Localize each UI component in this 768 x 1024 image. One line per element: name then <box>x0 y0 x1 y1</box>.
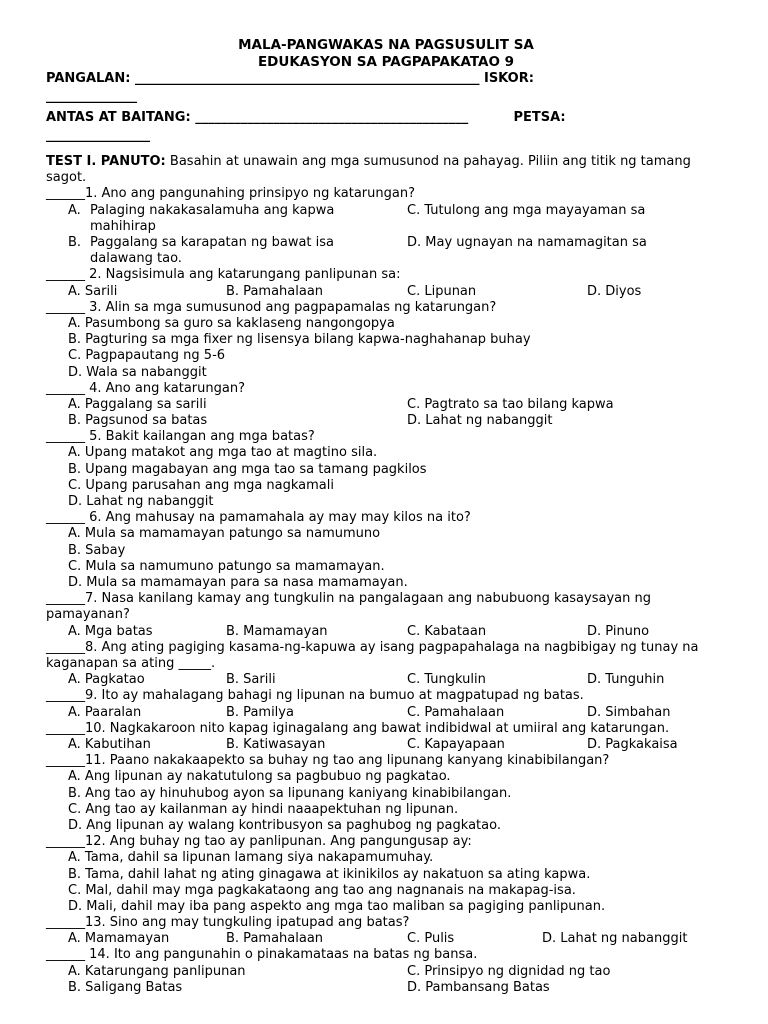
q9-option-b: B. Pamilya <box>226 704 294 720</box>
q1-option-a: Palaging nakakasalamuha ang kapwa <box>90 202 335 218</box>
exam-title-line2: EDUKASYON SA PAGPAPAKATAO 9 <box>257 54 515 70</box>
question-12: ______12. Ang buhay ng tao ay panlipunan. Ang pangungusap ay: <box>46 834 472 850</box>
q10-option-b: B. Katiwasayan <box>226 736 326 752</box>
test-label: TEST I. PANUTO: <box>46 154 166 169</box>
q4-option-d: D. Lahat ng nabanggit <box>407 413 553 429</box>
q10-options <box>46 737 726 753</box>
q1-option-b: Paggalang sa karapatan ng bawat isa <box>90 234 335 250</box>
q7-option-c: C. Kabataan <box>407 623 487 639</box>
q5-option-a: A. Upang matakot ang mga tao at magtino sila. <box>68 445 378 461</box>
q6-option-d: D. Mula sa mamamayan para sa nasa mamamayan. <box>68 575 408 590</box>
q14-option-c: C. Prinsipyo ng dignidad ng tao <box>407 963 611 979</box>
q5-option-c: C. Upang parusahan ang mga nagkamali <box>68 477 334 493</box>
q1-a-letter: A. <box>68 202 81 218</box>
q12-option-d: D. Mali, dahil may iba pang aspekto ang mga tao maliban sa pagiging panlipunan. <box>68 898 606 914</box>
q1-row-a <box>46 203 726 219</box>
q11-option-c: C. Ang tao ay kailanman ay hindi naaapektuhan ng lipunan. <box>68 801 459 817</box>
q14-option-d: D. Pambansang Batas <box>407 979 550 995</box>
q6-option-c: C. Mula sa namumuno patungo sa mamamayan. <box>68 558 385 574</box>
q1-row-b <box>46 235 726 251</box>
question-7: ______7. Nasa kanilang kamay ang tungkulin na pangalagaan ang nabubuong kasaysayan ng pamayanan? <box>46 591 651 623</box>
q9-option-a: A. Paaralan <box>68 704 142 720</box>
q11-option-b: B. Ang tao ay hinuhubog ayon sa lipunang kaniyang kinabibilangan. <box>68 785 512 801</box>
question-1: ______1. Ano ang pangunahing prinsipyo ng katarungan? <box>46 186 415 202</box>
q2-option-a: A. Sarili <box>68 283 118 299</box>
q9-option-d: D. Simbahan <box>587 704 671 720</box>
q10-option-c: C. Kapayapaan <box>407 736 505 752</box>
q2-option-c: C. Lipunan <box>407 283 477 299</box>
iskor-blank: ______________ <box>46 89 137 104</box>
pangalan-field: PANGALAN: _____________________________________________________ ISKOR: <box>46 71 534 86</box>
q13-option-d: D. Lahat ng nabanggit <box>542 931 688 947</box>
q1-option-c-cont: mahihirap <box>90 218 156 234</box>
q4-option-b: B. Pagsunod sa batas <box>68 413 208 429</box>
q2-options <box>46 284 726 300</box>
q13-options <box>46 931 726 947</box>
q7-option-d: D. Pinuno <box>587 623 650 639</box>
question-9: ______9. Ito ay mahalagang bahagi ng lipunan na bumuo at magpatupad ng batas. <box>46 688 584 704</box>
q14-row-1 <box>46 964 726 980</box>
antas-field: ANTAS AT BAITANG: __________________________________________ PETSA: <box>46 110 566 125</box>
q8-options <box>46 672 726 688</box>
q9-option-c: C. Pamahalaan <box>407 704 505 720</box>
q1-row-a-cont <box>46 219 726 235</box>
q8-option-d: D. Tunguhin <box>587 672 665 688</box>
q3-option-a: A. Pasumbong sa guro sa kaklaseng nangongopya <box>68 315 395 331</box>
question-14: ______ 14. Ito ang pangunahin o pinakamataas na batas ng bansa. <box>46 947 478 963</box>
q12-option-c: C. Mal, dahil may mga pagkakataong ang tao ang nagnanais na makapag-isa. <box>68 882 576 898</box>
q1-option-d: D. May ugnayan na namamagitan sa <box>407 234 647 250</box>
q10-option-a: A. Kabutihan <box>68 736 151 752</box>
q10-option-d: D. Pagkakaisa <box>587 736 678 752</box>
q2-option-d: D. Diyos <box>587 283 642 299</box>
question-11: ______11. Paano nakakaapekto sa buhay ng tao ang lipunang kanyang kinabibilangan? <box>46 753 610 769</box>
q3-option-d: D. Wala sa nabanggit <box>68 364 207 380</box>
instructions <box>46 154 726 186</box>
question-2: ______ 2. Nagsisimula ang katarungang panlipunan sa: <box>46 267 401 283</box>
q1-row-b-cont <box>46 251 726 267</box>
q8-option-b: B. Sarili <box>226 672 276 688</box>
q7-option-b: B. Mamamayan <box>226 623 328 639</box>
question-10: ______10. Nagkakaroon nito kapag iginagalang ang bawat indibidwal at umiiral ang katarungan. <box>46 720 670 736</box>
q1-option-d-cont: dalawang tao. <box>90 251 182 267</box>
q14-option-a: A. Katarungang panlipunan <box>68 963 246 979</box>
q6-option-a: A. Mula sa mamamayan patungo sa namumuno <box>68 526 381 542</box>
question-8: ______8. Ang ating pagiging kasama-ng-kapuwa ay isang pagpapahalaga na nagbibigay ng tunay na kaganapan sa ating _____. <box>46 639 699 671</box>
q12-option-b: B. Tama, dahil lahat ng ating ginagawa at ikinikilos ay nakatuon sa ating kapwa. <box>68 866 591 882</box>
petsa-blank: ________________ <box>46 128 150 143</box>
question-3: ______ 3. Alin sa mga sumusunod ang pagpapamalas ng katarungan? <box>46 299 497 315</box>
exam-title-line1: MALA-PANGWAKAS NA PAGSUSULIT SA <box>238 37 534 53</box>
q8-option-a: A. Pagkatao <box>68 672 145 688</box>
q4-row-2 <box>46 413 726 429</box>
q12-option-a: A. Tama, dahil sa lipunan lamang siya nakapamumuhay. <box>68 850 434 866</box>
q4-option-a: A. Paggalang sa sarili <box>68 396 207 412</box>
q14-row-2 <box>46 980 726 996</box>
q4-option-c: C. Pagtrato sa tao bilang kapwa <box>407 396 614 412</box>
q3-option-c: C. Pagpapautang ng 5-6 <box>68 348 226 364</box>
q5-option-b: B. Upang magabayan ang mga tao sa tamang pagkilos <box>68 461 427 477</box>
q2-option-b: B. Pamahalaan <box>226 283 324 299</box>
q11-option-d: D. Ang lipunan ay walang kontribusyon sa paghubog ng pagkatao. <box>68 817 501 833</box>
q7-options <box>46 624 726 640</box>
q13-option-c: C. Pulis <box>407 931 455 947</box>
question-5: ______ 5. Bakit kailangan ang mga batas? <box>46 429 315 445</box>
question-6: ______ 6. Ang mahusay na pamamahala ay may may kilos na ito? <box>46 510 471 526</box>
q1-option-c: C. Tutulong ang mga mayayaman sa <box>407 202 646 218</box>
exam-page <box>46 37 726 996</box>
q13-option-a: A. Mamamayan <box>68 931 170 947</box>
q7-option-a: A. Mga batas <box>68 623 153 639</box>
q13-option-b: B. Pamahalaan <box>226 931 324 947</box>
q4-row-1 <box>46 397 726 413</box>
q9-options <box>46 705 726 721</box>
q3-option-b: B. Pagturing sa mga fixer ng lisensya bilang kapwa-naghahanap buhay <box>68 332 531 348</box>
question-13: ______13. Sino ang may tungkuling ipatupad ang batas? <box>46 915 410 931</box>
instruction-text: Basahin at unawain ang mga sumusunod na pahayag. Piliin ang titik ng tamang sagot. <box>46 154 691 186</box>
q14-option-b: B. Saligang Batas <box>68 979 183 995</box>
q11-option-a: A. Ang lipunan ay nakatutulong sa pagbubuo ng pagkatao. <box>68 769 451 785</box>
q5-option-d: D. Lahat ng nabanggit <box>68 494 214 510</box>
question-4: ______ 4. Ano ang katarungan? <box>46 380 245 396</box>
q8-option-c: C. Tungkulin <box>407 672 486 688</box>
q1-b-letter: B. <box>68 234 82 250</box>
q6-option-b: B. Sabay <box>68 542 126 558</box>
